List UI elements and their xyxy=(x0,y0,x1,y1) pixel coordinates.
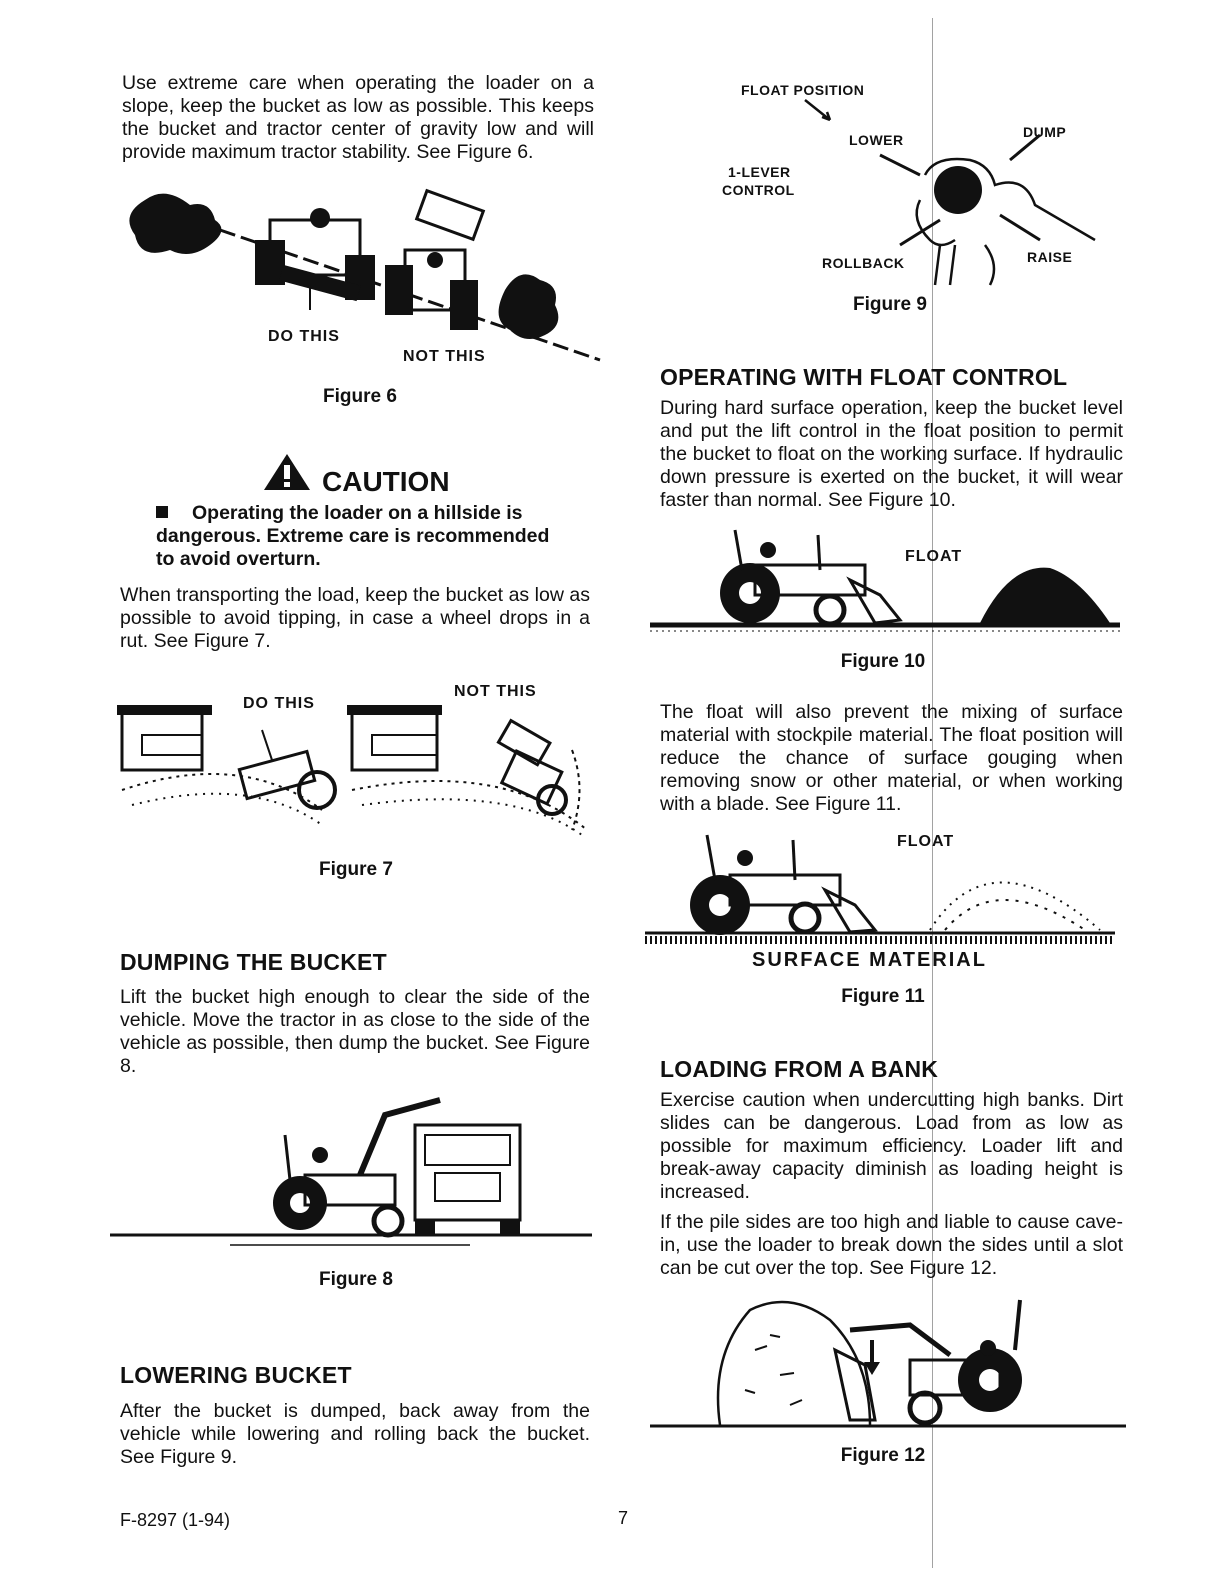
figure-8-caption: Figure 8 xyxy=(319,1269,393,1290)
fig9-float-position-label: FLOAT POSITION xyxy=(741,82,865,98)
dumping-paragraph: Lift the bucket high enough to clear the side of the vehicle. Move the tractor in as close to the side of the vehicle as possible, then dump the bucket. See Figure 8. xyxy=(120,986,590,1077)
fig9-one-lever-label: 1-LEVER xyxy=(728,164,791,180)
loading-paragraph-1: Exercise caution when undercutting high banks. Dirt slides can be dangerous. Load from as low as possible for maximum efficiency. Loader lift and break-away capacity diminish as loading height is increased. xyxy=(660,1089,1123,1203)
fig6-not-this-label: NOT THIS xyxy=(403,348,486,365)
fig9-dump-label: DUMP xyxy=(1023,124,1067,140)
figure-11-illustration xyxy=(645,830,1115,950)
slope-paragraph: Use extreme care when operating the loader on a slope, keep the bucket as low as possible. This keeps the bucket and tractor center of gravity low and will provide maximum tractor stability. See Figure 6. xyxy=(122,72,594,163)
caution-title: CAUTION xyxy=(322,466,450,497)
figure-10-caption: Figure 10 xyxy=(840,651,926,672)
figure-11-caption: Figure 11 xyxy=(841,986,925,1007)
fig7-not-this-label: NOT THIS xyxy=(454,683,537,700)
fig6-do-this-label: DO THIS xyxy=(268,328,340,345)
figure-12-illustration xyxy=(650,1290,1126,1435)
transport-paragraph: When transporting the load, keep the bucket as low as possible to avoid tipping, in case a wheel drops in a rut. See Figure 7. xyxy=(120,584,590,652)
fig11-float-label: FLOAT xyxy=(897,833,955,850)
footer-page-number: 7 xyxy=(618,1508,629,1528)
fig7-do-this-label: DO THIS xyxy=(243,695,315,712)
figure-12-caption: Figure 12 xyxy=(840,1445,926,1466)
lowering-heading: LOWERING BUCKET xyxy=(120,1362,352,1388)
caution-text: Operating the loader on a hillside is dangerous. Extreme care is recommended to avoid overturn. xyxy=(156,502,550,570)
figure-6-caption: Figure 6 xyxy=(323,386,397,407)
figure-7-illustration xyxy=(112,690,592,840)
figure-9-lever-illustration xyxy=(800,100,1100,290)
dumping-heading: DUMPING THE BUCKET xyxy=(120,949,387,975)
fig11-surface-material-label: SURFACE MATERIAL xyxy=(752,949,987,971)
loading-paragraph-2: If the pile sides are too high and liable to cause cave-in, use the loader to break down the sides until a slot can be cut over the top. See Figure 12. xyxy=(660,1211,1123,1279)
figure-7-caption: Figure 7 xyxy=(319,859,393,880)
figure-9-caption: Figure 9 xyxy=(853,294,927,315)
fig9-lower-label: LOWER xyxy=(849,132,904,148)
footer-doc-number: F-8297 (1-94) xyxy=(120,1510,231,1530)
loading-heading: LOADING FROM A BANK xyxy=(660,1056,939,1082)
fig10-float-label: FLOAT xyxy=(905,548,963,565)
lowering-paragraph: After the bucket is dumped, back away from the vehicle while lowering and rolling back the bucket. See Figure 9. xyxy=(120,1400,590,1468)
warning-triangle-icon xyxy=(262,452,312,492)
figure-6-illustration xyxy=(120,180,610,360)
float-mixing-paragraph: The float will also prevent the mixing of surface material with stockpile material. The float position will reduce the chance of surface gouging when removing snow or other material, or when working with a blade. See Figure 11. xyxy=(660,701,1123,815)
float-control-paragraph: During hard surface operation, keep the bucket level and put the lift control in the float position to permit the bucket to float on the working surface. If hydraulic down pressure is exerted on the bucket, it will wear faster than normal. See Figure 10. xyxy=(660,397,1123,511)
figure-8-illustration xyxy=(110,1095,592,1255)
fig9-raise-label: RAISE xyxy=(1027,249,1073,265)
fig9-rollback-label: ROLLBACK xyxy=(822,255,905,271)
figure-10-illustration xyxy=(650,525,1120,640)
float-control-heading: OPERATING WITH FLOAT CONTROL xyxy=(660,364,1068,390)
fig9-control-label: CONTROL xyxy=(722,182,795,198)
